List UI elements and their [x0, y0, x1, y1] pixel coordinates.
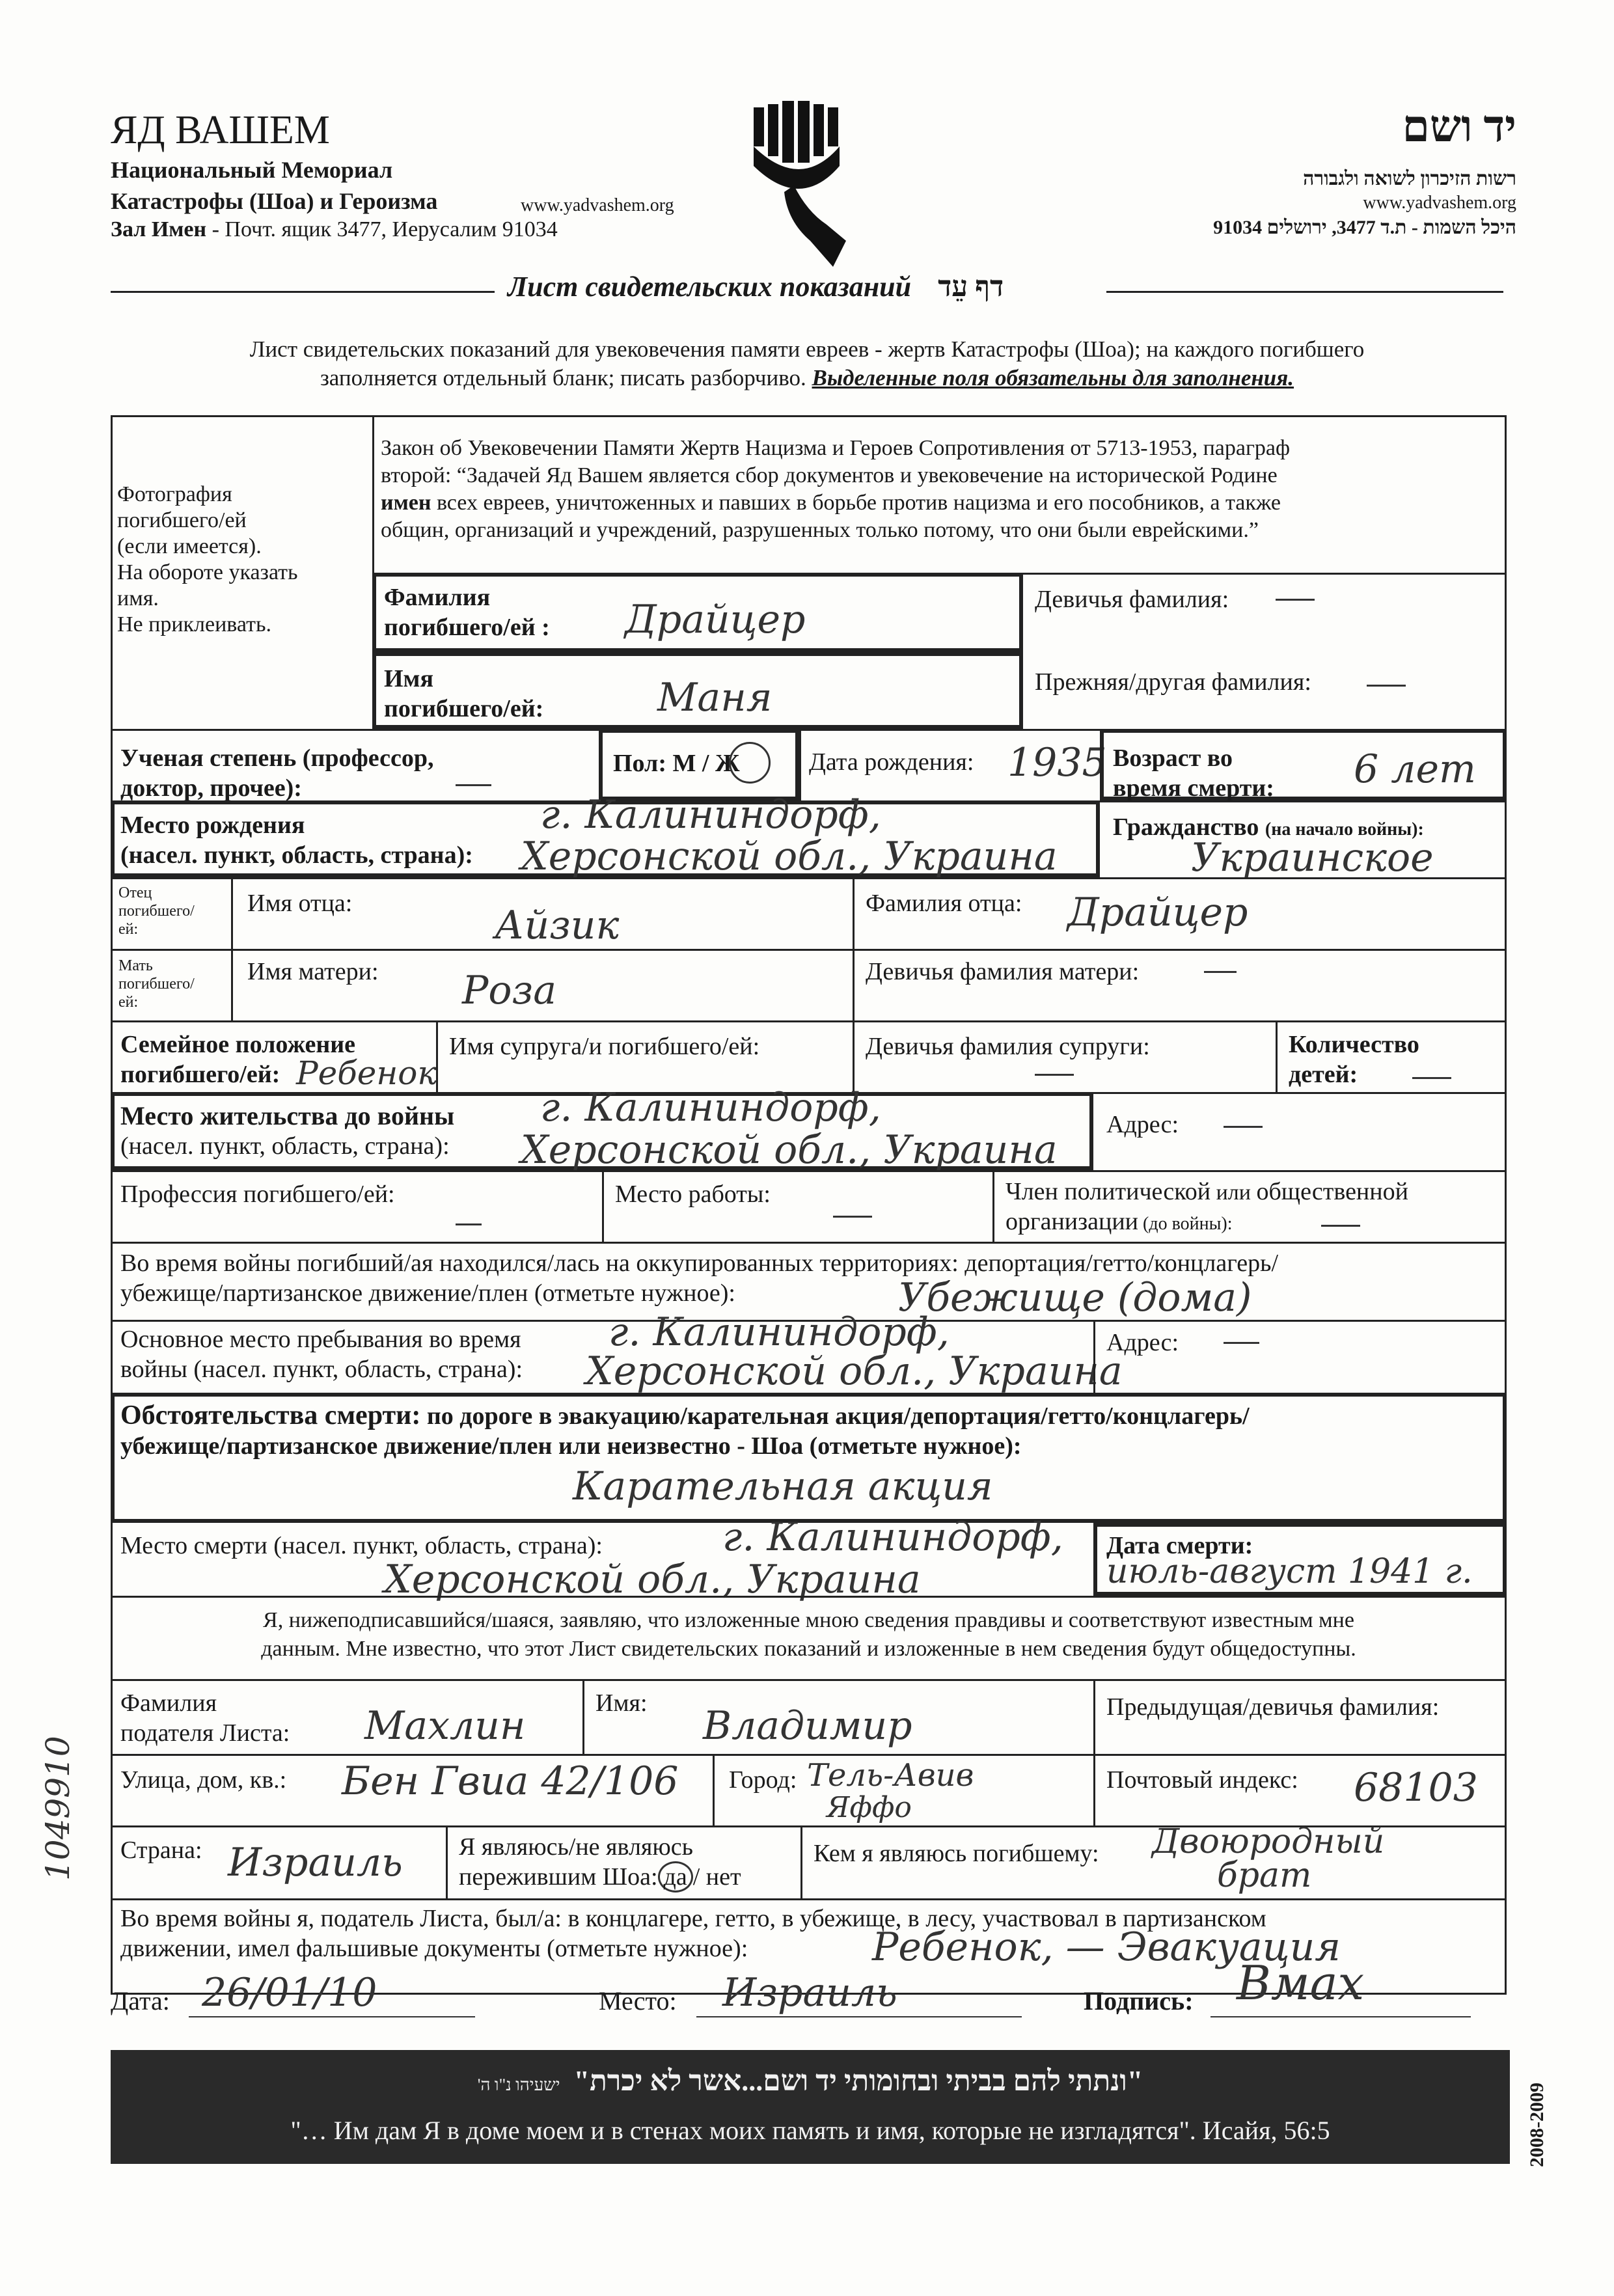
- law-line-4: общин, организаций и учреждений, разрушенных только потому, что они были еврейскими.”: [381, 518, 1259, 542]
- mother-maiden-label: Девичья фамилия матери:: [866, 958, 1140, 985]
- children-label-1: Количество: [1289, 1031, 1419, 1058]
- rule-row9: [111, 1242, 1507, 1244]
- rule-sub-3: [713, 1754, 715, 1825]
- menorah-logo-icon: [748, 101, 853, 270]
- place-underline: [696, 2016, 1022, 2017]
- citizenship-note: (на начало войны):: [1265, 819, 1424, 840]
- surname-value[interactable]: Драйцер: [625, 597, 806, 642]
- death-circ-label-a: по дороге в эвакуацию/карательная акция/депортация/гетто/концлагерь/: [420, 1402, 1250, 1430]
- intro-line-2: [104, 364, 1510, 392]
- street-label: Улица, дом, кв.:: [120, 1766, 287, 1794]
- intro-text: [104, 335, 1510, 392]
- wartime-label-2: убежище/партизанское движение/плен (отметьте нужное):: [120, 1279, 735, 1307]
- rule-profession-right: [602, 1170, 604, 1242]
- rule-row5: [111, 949, 1507, 951]
- org-subtitle-2: Катастрофы (Шоа) и Героизма: [111, 188, 438, 214]
- father-side-2: погибшего/: [118, 903, 195, 920]
- survivor-no[interactable]: / нет: [692, 1863, 741, 1891]
- surname-label: [384, 582, 550, 642]
- birthplace-label-2: (насел. пункт, область, страна):: [120, 841, 473, 869]
- submitter-name-value[interactable]: Владимир: [703, 1703, 912, 1749]
- marital-label-1: Семейное положение: [120, 1031, 356, 1058]
- rule-sub-4: [1093, 1754, 1095, 1825]
- rule-row13: [111, 1679, 1507, 1681]
- org-postbox: - Почт. ящик 3477, Иерусалим 91034: [206, 217, 558, 241]
- intro-line-1: Лист свидетельских показаний для увековечения памяти евреев - жертв Катастрофы (Шоа); на каждого погибшего: [249, 336, 1365, 362]
- degree-label-2: доктор, прочее):: [120, 774, 302, 802]
- date-value[interactable]: 26/01/10: [202, 1970, 377, 2016]
- degree-label-1: Ученая степень (профессор,: [120, 745, 434, 772]
- workplace-label: Место работы:: [615, 1181, 771, 1208]
- intro-required-note: Выделенные поля обязательны для заполнения.: [812, 365, 1294, 390]
- org-he-address: היכל השמות - ת.ד 3477, ירושלים 91034: [1213, 217, 1516, 238]
- age-label-1: Возраст во: [1113, 745, 1233, 772]
- death-circ-label-1: [120, 1401, 1250, 1431]
- main-place-value-1[interactable]: г. Калининдорф,: [609, 1309, 950, 1355]
- country-value[interactable]: Израиль: [228, 1840, 403, 1885]
- submitter-surname-label-2: подателя Листа:: [120, 1719, 290, 1747]
- death-date-label: Дата смерти:: [1106, 1532, 1253, 1559]
- footer-hebrew-ref: ישעיהו נ"ו ה': [477, 2075, 560, 2094]
- law-line-3-text: всех евреев, уничтоженных и павших в борьбе против нацизма и его пособников, а также: [436, 491, 1281, 515]
- zip-value[interactable]: 68103: [1354, 1765, 1478, 1811]
- declaration-line-1: Я, нижеподписавшийся/шаяся, заявляю, что изложенные мною сведения правдивы и соответствуют известным мне: [263, 1608, 1354, 1632]
- rule-sub-1: [582, 1679, 584, 1754]
- rule-sub-5: [446, 1825, 448, 1898]
- father-name-value[interactable]: Айзик: [495, 903, 620, 948]
- mother-maiden-dash[interactable]: [1204, 971, 1237, 973]
- member-label-2: [1005, 1207, 1408, 1237]
- intro-line-2-text: заполняется отдельный бланк; писать разборчиво.: [320, 365, 812, 390]
- org-he-website: www.yadvashem.org: [1363, 193, 1516, 213]
- rule-main-address-left: [1093, 1320, 1095, 1393]
- rule-row6: [111, 1020, 1507, 1022]
- submitter-war-label-2: движении, имел фальшивые документы (отметьте нужное):: [120, 1935, 748, 1962]
- firstname-label-2: погибшего/ей:: [384, 695, 544, 722]
- org-hall-names: Зал Имен: [111, 217, 207, 241]
- form-title-ru: Лист свидетельских показаний: [508, 271, 912, 303]
- submitter-surname-value[interactable]: Махлин: [364, 1703, 526, 1749]
- signature-underline: [1210, 2016, 1471, 2017]
- zip-label: Почтовый индекс:: [1106, 1766, 1298, 1794]
- death-circ-label-bold: Обстоятельства смерти:: [120, 1401, 421, 1430]
- declaration: [114, 1606, 1503, 1663]
- org-he-line2: רשות הזיכרון לשואה ולגבורה: [1303, 168, 1516, 189]
- title-rule-right: [1106, 291, 1503, 293]
- rule-row14: [111, 1754, 1507, 1756]
- footer-russian: "… Им дам Я в доме моем и в стенах моих память и имя, которые не изгладятся". Исайя, 56:5: [290, 2116, 1330, 2145]
- spouse-maiden-dash[interactable]: [1035, 1074, 1074, 1076]
- law-line-2: второй: “Задачей Яд Вашем является сбор документов и увековечение на исторической Родине: [381, 463, 1278, 487]
- mother-side-2: погибшего/: [118, 976, 195, 992]
- mother-name-value[interactable]: Роза: [462, 968, 556, 1013]
- form-title: [508, 270, 1004, 303]
- member-label-org: организации: [1005, 1208, 1139, 1235]
- rule-row16: [111, 1898, 1507, 1900]
- spouse-label: Имя супруга/и погибшего/ей:: [449, 1033, 760, 1060]
- firstname-label-1: Имя: [384, 665, 433, 692]
- signature-label: Подпись:: [1084, 1986, 1194, 2016]
- main-address-dash[interactable]: [1224, 1342, 1259, 1344]
- relation-label: Кем я являюсь погибшему:: [814, 1840, 1099, 1867]
- archive-number: 1049910: [39, 1736, 77, 1881]
- rule-row4: [111, 877, 1507, 879]
- rule-workplace-right: [992, 1170, 994, 1242]
- city-label: Город:: [729, 1766, 797, 1794]
- surname-label-2: погибшего/ей :: [384, 614, 550, 641]
- relation-value-2[interactable]: брат: [1217, 1856, 1312, 1895]
- residence-label: [120, 1101, 454, 1161]
- photo-text-1: Фотография: [117, 482, 232, 506]
- death-date-value[interactable]: июль-август 1941 г.: [1106, 1552, 1473, 1591]
- submitter-surname-label-1: Фамилия: [120, 1689, 217, 1717]
- rule-spouse-right: [853, 1020, 855, 1092]
- death-circ-label: [120, 1401, 1250, 1461]
- children-label: [1289, 1030, 1419, 1089]
- city-value-2[interactable]: Яффо: [827, 1791, 912, 1824]
- wartime-label-1: Во время войны погибший/ая находился/лась на оккупированных территориях: депортация/гетто/концлагерь/: [120, 1250, 1279, 1277]
- org-subtitle-1: Национальный Мемориал: [111, 157, 393, 183]
- law-line-3: [381, 489, 1500, 517]
- main-place-label-2: войны (насел. пункт, область, страна):: [120, 1356, 523, 1383]
- father-side-1: Отец: [118, 884, 152, 901]
- workplace-dash[interactable]: [833, 1216, 872, 1218]
- degree-dash[interactable]: [456, 784, 491, 786]
- main-address-label: Адрес:: [1106, 1329, 1179, 1356]
- member-label: [1005, 1177, 1408, 1237]
- survivor-label-2-text: пережившим Шоа:: [459, 1863, 658, 1891]
- rule-row12: [111, 1596, 1507, 1598]
- member-label-1: [1005, 1177, 1408, 1207]
- death-place-label: Место смерти (насел. пункт, область, страна):: [120, 1532, 603, 1559]
- citizenship-label-text: Гражданство: [1113, 813, 1259, 841]
- rule-row8: [111, 1170, 1507, 1172]
- birthplace-label-1: Место рождения: [120, 812, 305, 839]
- previous-name-dash[interactable]: [1367, 685, 1406, 687]
- declaration-line-2: данным. Мне известно, что этот Лист свидетельских показаний и изложенные в нем сведения будут общедоступны.: [261, 1637, 1356, 1661]
- photo-box[interactable]: [117, 482, 364, 638]
- mother-side-label: [118, 957, 195, 1011]
- photo-text-2: погибшего/ей: [117, 508, 247, 532]
- signature[interactable]: Вмах: [1237, 1956, 1365, 2010]
- law-text: [381, 435, 1500, 544]
- marital-value[interactable]: Ребенок: [296, 1054, 437, 1092]
- rule-sub-2: [1093, 1679, 1095, 1754]
- country-label: Страна:: [120, 1837, 202, 1864]
- survivor-yes[interactable]: да: [658, 1861, 693, 1893]
- children-label-2: детей:: [1289, 1061, 1358, 1088]
- date-underline: [189, 2016, 475, 2017]
- main-place-label: [120, 1324, 523, 1384]
- birthplace-value-1[interactable]: г. Калининдорф,: [540, 792, 881, 838]
- father-surname-label: Фамилия отца:: [866, 890, 1022, 917]
- residence-label-2: (насел. пункт, область, страна):: [120, 1132, 450, 1160]
- residence-value-1[interactable]: г. Калининдорф,: [540, 1085, 881, 1130]
- footer-hebrew: [111, 2064, 1510, 2098]
- title-rule-left: [111, 291, 495, 293]
- rule-sub-6: [800, 1825, 802, 1898]
- profession-label: Профессия погибшего/ей:: [120, 1181, 395, 1208]
- previous-name-label: Прежняя/другая фамилия:: [1035, 668, 1311, 696]
- relation-value-1[interactable]: Двоюродный: [1152, 1822, 1385, 1861]
- survivor-label-1: Я являюсь/не являюсь: [459, 1833, 693, 1861]
- maiden-label: Девичья фамилия:: [1035, 586, 1229, 613]
- sex-circle-mark[interactable]: [729, 742, 771, 784]
- maiden-dash[interactable]: [1276, 599, 1315, 601]
- rule-degree-right: [599, 729, 601, 800]
- father-side-3: ей:: [118, 921, 139, 938]
- rule-children-left: [1276, 1020, 1278, 1092]
- mother-side-3: ей:: [118, 994, 139, 1011]
- main-place-value-2[interactable]: Херсонской обл., Украина: [586, 1348, 1123, 1394]
- member-label-a: Член политической: [1005, 1178, 1211, 1205]
- degree-label: [120, 743, 433, 803]
- age-label-2: время смерти:: [1113, 774, 1274, 802]
- photo-text-6: Не приклеивать.: [117, 612, 271, 636]
- mother-name-label: Имя матери:: [247, 958, 379, 985]
- year-label: 2008-2009: [1526, 2083, 1548, 2167]
- submitter-prev-label: Предыдущая/девичья фамилия:: [1106, 1693, 1440, 1721]
- address-label: Адрес:: [1106, 1111, 1179, 1138]
- firstname-value[interactable]: Маня: [657, 675, 773, 720]
- form-title-he: דף עֵד: [938, 271, 1004, 303]
- submitter-war-value[interactable]: Ребенок, — Эвакуация: [872, 1924, 1341, 1970]
- place-value[interactable]: Израиль: [722, 1970, 897, 2016]
- age-label: [1113, 743, 1274, 803]
- birthdate-value[interactable]: 1935: [1007, 740, 1107, 786]
- member-label-b: общественной: [1256, 1178, 1408, 1205]
- footer-banner: [111, 2050, 1510, 2164]
- law-bold-word: имен: [381, 491, 431, 515]
- mother-side-1: Мать: [118, 957, 153, 974]
- law-line-1: Закон об Увековечении Памяти Жертв Нацизма и Героев Сопротивления от 5713-1953, параграф: [381, 436, 1291, 460]
- place-label: Место:: [599, 1986, 677, 2016]
- wartime-value[interactable]: Убежище (дома): [898, 1275, 1252, 1320]
- org-website: www.yadvashem.org: [521, 195, 674, 215]
- submitter-war-label-1: Во время войны я, податель Листа, был/а: в концлагере, гетто, в убежище, в лесу, участвовал в партизанском: [120, 1905, 1266, 1932]
- residence-value-2[interactable]: Херсонской обл., Украина: [521, 1127, 1058, 1173]
- yad-vashem-logo: [748, 101, 853, 270]
- death-circ-value[interactable]: Карательная акция: [573, 1464, 993, 1509]
- sex-label: Пол: М / Ж: [613, 750, 740, 777]
- photo-text-5: имя.: [117, 586, 159, 610]
- birthplace-label: [120, 810, 473, 870]
- member-dash[interactable]: [1321, 1225, 1360, 1227]
- survivor-label: [459, 1832, 741, 1892]
- submitter-name-label: Имя:: [595, 1689, 648, 1717]
- main-place-label-1: Основное место пребывания во время: [120, 1326, 521, 1353]
- death-place-value-2[interactable]: Херсонской обл., Украина: [384, 1557, 921, 1602]
- father-side-label: [118, 884, 195, 938]
- address-dash[interactable]: [1224, 1126, 1263, 1128]
- member-note: (до войны):: [1138, 1214, 1233, 1234]
- death-circ-label-2: убежище/партизанское движение/плен или неизвестно - Шоа (отметьте нужное):: [120, 1432, 1022, 1460]
- residence-label-1: Место жительства до войны: [120, 1101, 455, 1130]
- submitter-surname-label: [120, 1688, 290, 1748]
- surname-label-1: Фамилия: [384, 584, 491, 611]
- father-name-label: Имя отца:: [247, 890, 353, 917]
- survivor-label-2: [459, 1862, 741, 1892]
- age-value[interactable]: 6 лет: [1354, 746, 1476, 792]
- rule-marital-right: [436, 1020, 438, 1092]
- profession-dash[interactable]: [456, 1223, 482, 1225]
- children-dash[interactable]: [1412, 1077, 1451, 1079]
- firstname-label: [384, 664, 543, 724]
- city-value-1[interactable]: Тель-Авив: [807, 1757, 974, 1794]
- photo-text-3: (если имеется).: [117, 534, 262, 558]
- rule-birthdate-left: [799, 729, 801, 800]
- citizenship-value[interactable]: Украинское: [1191, 835, 1434, 881]
- org-address: [111, 217, 558, 242]
- date-label: Дата:: [111, 1986, 170, 2016]
- org-name-ru: ЯД ВАШЕМ: [111, 108, 330, 152]
- marital-label-2: погибшего/ей:: [120, 1061, 280, 1088]
- birthdate-label: Дата рождения:: [809, 748, 974, 776]
- spouse-maiden-label: Девичья фамилия супруги:: [866, 1033, 1150, 1060]
- member-label-or: или: [1210, 1181, 1257, 1205]
- father-surname-value[interactable]: Драйцер: [1067, 890, 1248, 935]
- footer-hebrew-text: "ונתתי להם בביתי ובחומותי יד ושם...אשר לא יכרת": [573, 2065, 1143, 2097]
- org-name-he: יד ושם: [1402, 102, 1516, 151]
- street-value[interactable]: Бен Гвиа 42/106: [342, 1758, 679, 1804]
- death-place-value-1[interactable]: г. Калининдорф,: [722, 1514, 1063, 1560]
- photo-text-4: На обороте указать: [117, 560, 298, 584]
- birthplace-value-2[interactable]: Херсонской обл., Украина: [521, 834, 1058, 879]
